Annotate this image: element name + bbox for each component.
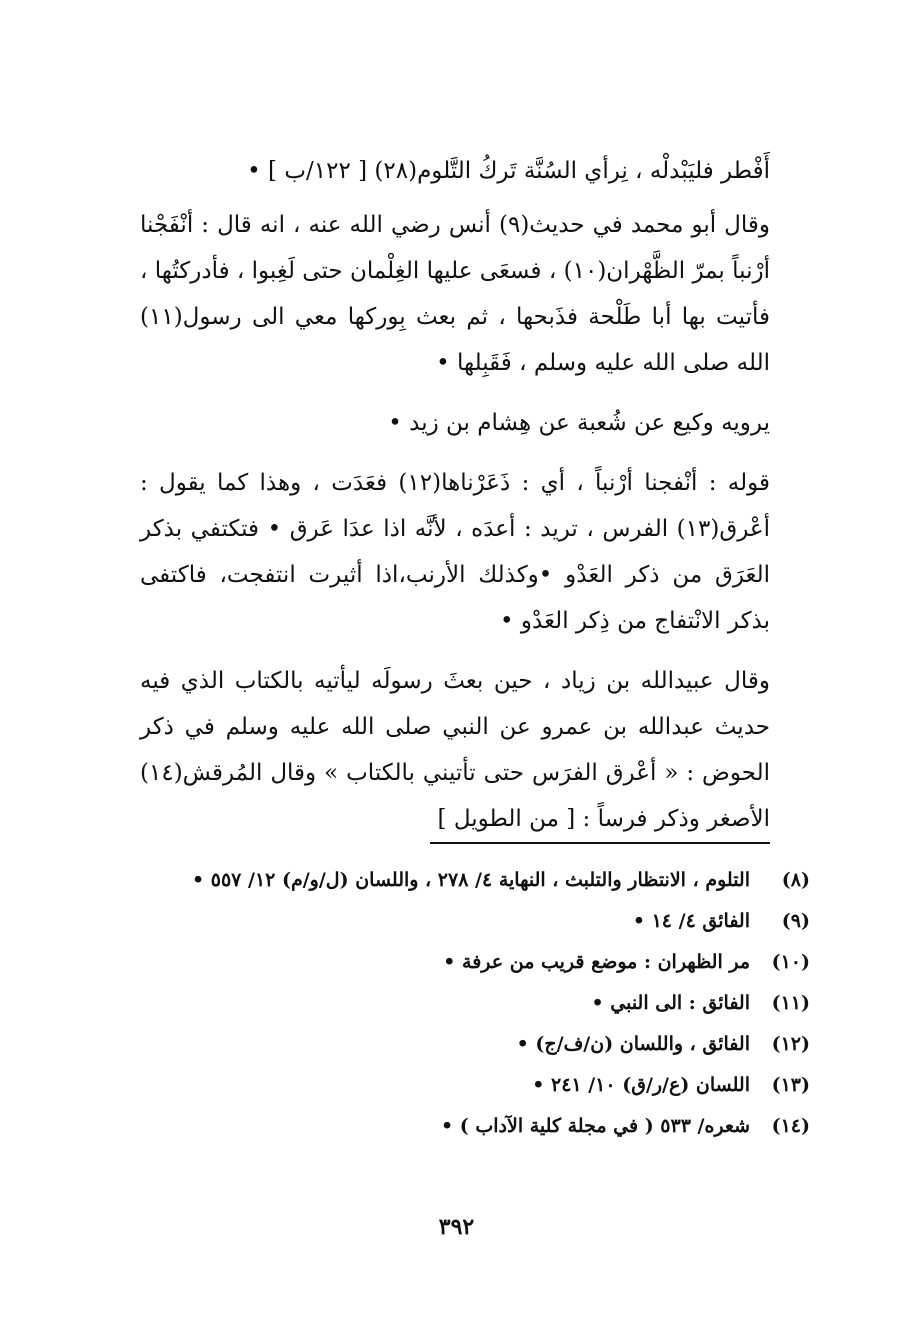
footnote-item: [140, 1108, 810, 1144]
footnotes: [140, 862, 810, 1149]
footnote-item: [140, 985, 810, 1021]
footnote-number: (١٤): [771, 1115, 810, 1137]
footnote-item: [140, 862, 810, 898]
footnote-number: (١٣): [771, 1074, 810, 1096]
footnote-number: (١٢): [771, 1033, 810, 1055]
footnote-text: الفائق : الى النبي •: [591, 992, 750, 1014]
paragraph-4: قوله : أنْفجنا أرْنباً ، أي : ذَعَرْناها(١٢) فعَدَت ، وهذا كما يقول : أعْرق(١٣) الفرس ، تريد : أعدَه ، لأنَّه اذا عدَا عَرق • فتكتفي بذكر العَرَق من ذكر العَدْو •وكذلك الأرنب،اذا أثيرت انتفجت، فاكتفى بذكر الانْتفاج من ذِكر العَدْو •: [140, 470, 770, 634]
footnote-text: اللسان (ع/ر/ق) ١٠/ ٢٤١ •: [532, 1074, 750, 1096]
footnote-text: مر الظهران : موضع قريب من عرفة •: [443, 951, 750, 973]
paragraph-3: يرويه وكيع عن شُعبة عن هِشام بن زيد •: [388, 410, 770, 436]
footnote-number: (١١): [771, 992, 810, 1014]
footnote-number: (٩): [781, 910, 810, 932]
footnote-text: الفائق ٤/ ١٤ •: [632, 910, 750, 932]
footnote-item: [140, 944, 810, 980]
footnote-number: (١٠): [771, 951, 810, 973]
footnote-number: (٨): [781, 869, 810, 891]
footnote-text: شعره/ ٥٣٣ ( في مجلة كلية الآداب ) •: [441, 1115, 750, 1137]
footnote-item: [140, 1026, 810, 1062]
footnote-item: [140, 1067, 810, 1103]
page-number: ٣٩٢: [438, 1214, 475, 1240]
footnote-text: الفائق ، واللسان (ن/ف/ج) •: [516, 1033, 750, 1055]
footnote-divider: [430, 842, 770, 844]
paragraph-1: أَفْطر فليَبْدلْه ، نِرأي السُنَّة تَركُ التَّلوم(٢٨) [ ١٢٢/ب ] •: [247, 158, 770, 184]
paragraph-5: وقال عبيدالله بن زياد ، حين بعثَ رسولَه ليأتيه بالكتاب الذي فيه حديث عبدالله بن عمرو عن النبي صلى الله عليه وسلم في ذكر الحوض : « أعْرق الفرَس حتى تأتيني بالكتاب » وقال المُرقش(١٤) الأصغر وذكر فرساً : [ من الطويل ]: [140, 668, 770, 832]
footnote-text: التلوم ، الانتظار والتلبث ، النهاية ٤/ ٢٧٨ ، واللسان (ل/و/م) ١٢/ ٥٥٧ •: [192, 869, 750, 891]
paragraph-2: وقال أبو محمد في حديث(٩) أنس رضي الله عنه ، انه قال : أنْفَجْنا أرْنباً بمرّ الظَّهْران(١٠) ، فسعَى عليها الغِلْمان حتى لَغِبوا ، فأدركتُها ، فأتيت بها أبا طَلْحة فذَبحها ، ثم بعث بِوركها معي الى رسول(١١) الله صلى الله عليه وسلم ، فَقَبِلها •: [140, 212, 770, 376]
footnote-item: [140, 903, 810, 939]
main-text: [140, 148, 770, 850]
